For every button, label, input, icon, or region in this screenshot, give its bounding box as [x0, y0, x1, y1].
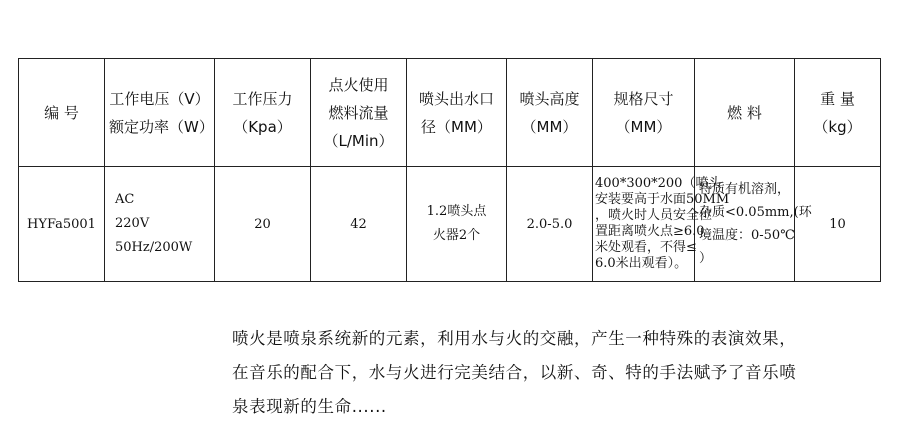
header-fuel: 燃 料: [695, 59, 795, 167]
cell-weight: 10: [795, 167, 881, 282]
cell-pressure: 20: [215, 167, 311, 282]
cell-model: HYFa5001: [19, 167, 105, 282]
header-row: [19, 59, 881, 167]
header-model: 编 号: [19, 59, 105, 167]
header-height: 喷头高度 （MM）: [507, 59, 593, 167]
header-weight: 重 量 （kg）: [795, 59, 881, 167]
header-power: 工作电压（V） 额定功率（W）: [105, 59, 215, 167]
cell-power: AC 220V 50Hz/200W: [105, 167, 215, 282]
cell-flow: 42: [311, 167, 407, 282]
header-flow: 点火使用 燃料流量 （L/Min）: [311, 59, 407, 167]
cell-nozzle: 1.2喷头点 火器2个: [407, 167, 507, 282]
header-nozzle: 喷头出水口 径（MM）: [407, 59, 507, 167]
description-line: 在音乐的配合下，水与火进行完美结合，以新、奇、特的手法赋予了音乐喷: [232, 363, 797, 382]
header-pressure: 工作压力 （Kpa）: [215, 59, 311, 167]
cell-height: 2.0-5.0: [507, 167, 593, 282]
spec-table: [18, 58, 881, 282]
description-line: 喷火是喷泉系统新的元素，利用水与火的交融，产生一种特殊的表演效果，: [232, 329, 797, 348]
cell-fuel: 特质有机溶剂， 杂质<0.05mm,(环 境温度：0-50℃ ）: [695, 167, 795, 282]
table-row: [19, 167, 881, 282]
header-size: 规格尺寸 （MM）: [593, 59, 695, 167]
description-line: 泉表现新的生命......: [232, 397, 387, 416]
description-paragraph: [232, 322, 872, 424]
cell-size: 400*300*200（喷头 安装要高于水面50MM ，喷火时人员安全位 置距离喷火点≥6.0 米处观看，不得≤ 6.0米出观看）。: [593, 167, 695, 282]
